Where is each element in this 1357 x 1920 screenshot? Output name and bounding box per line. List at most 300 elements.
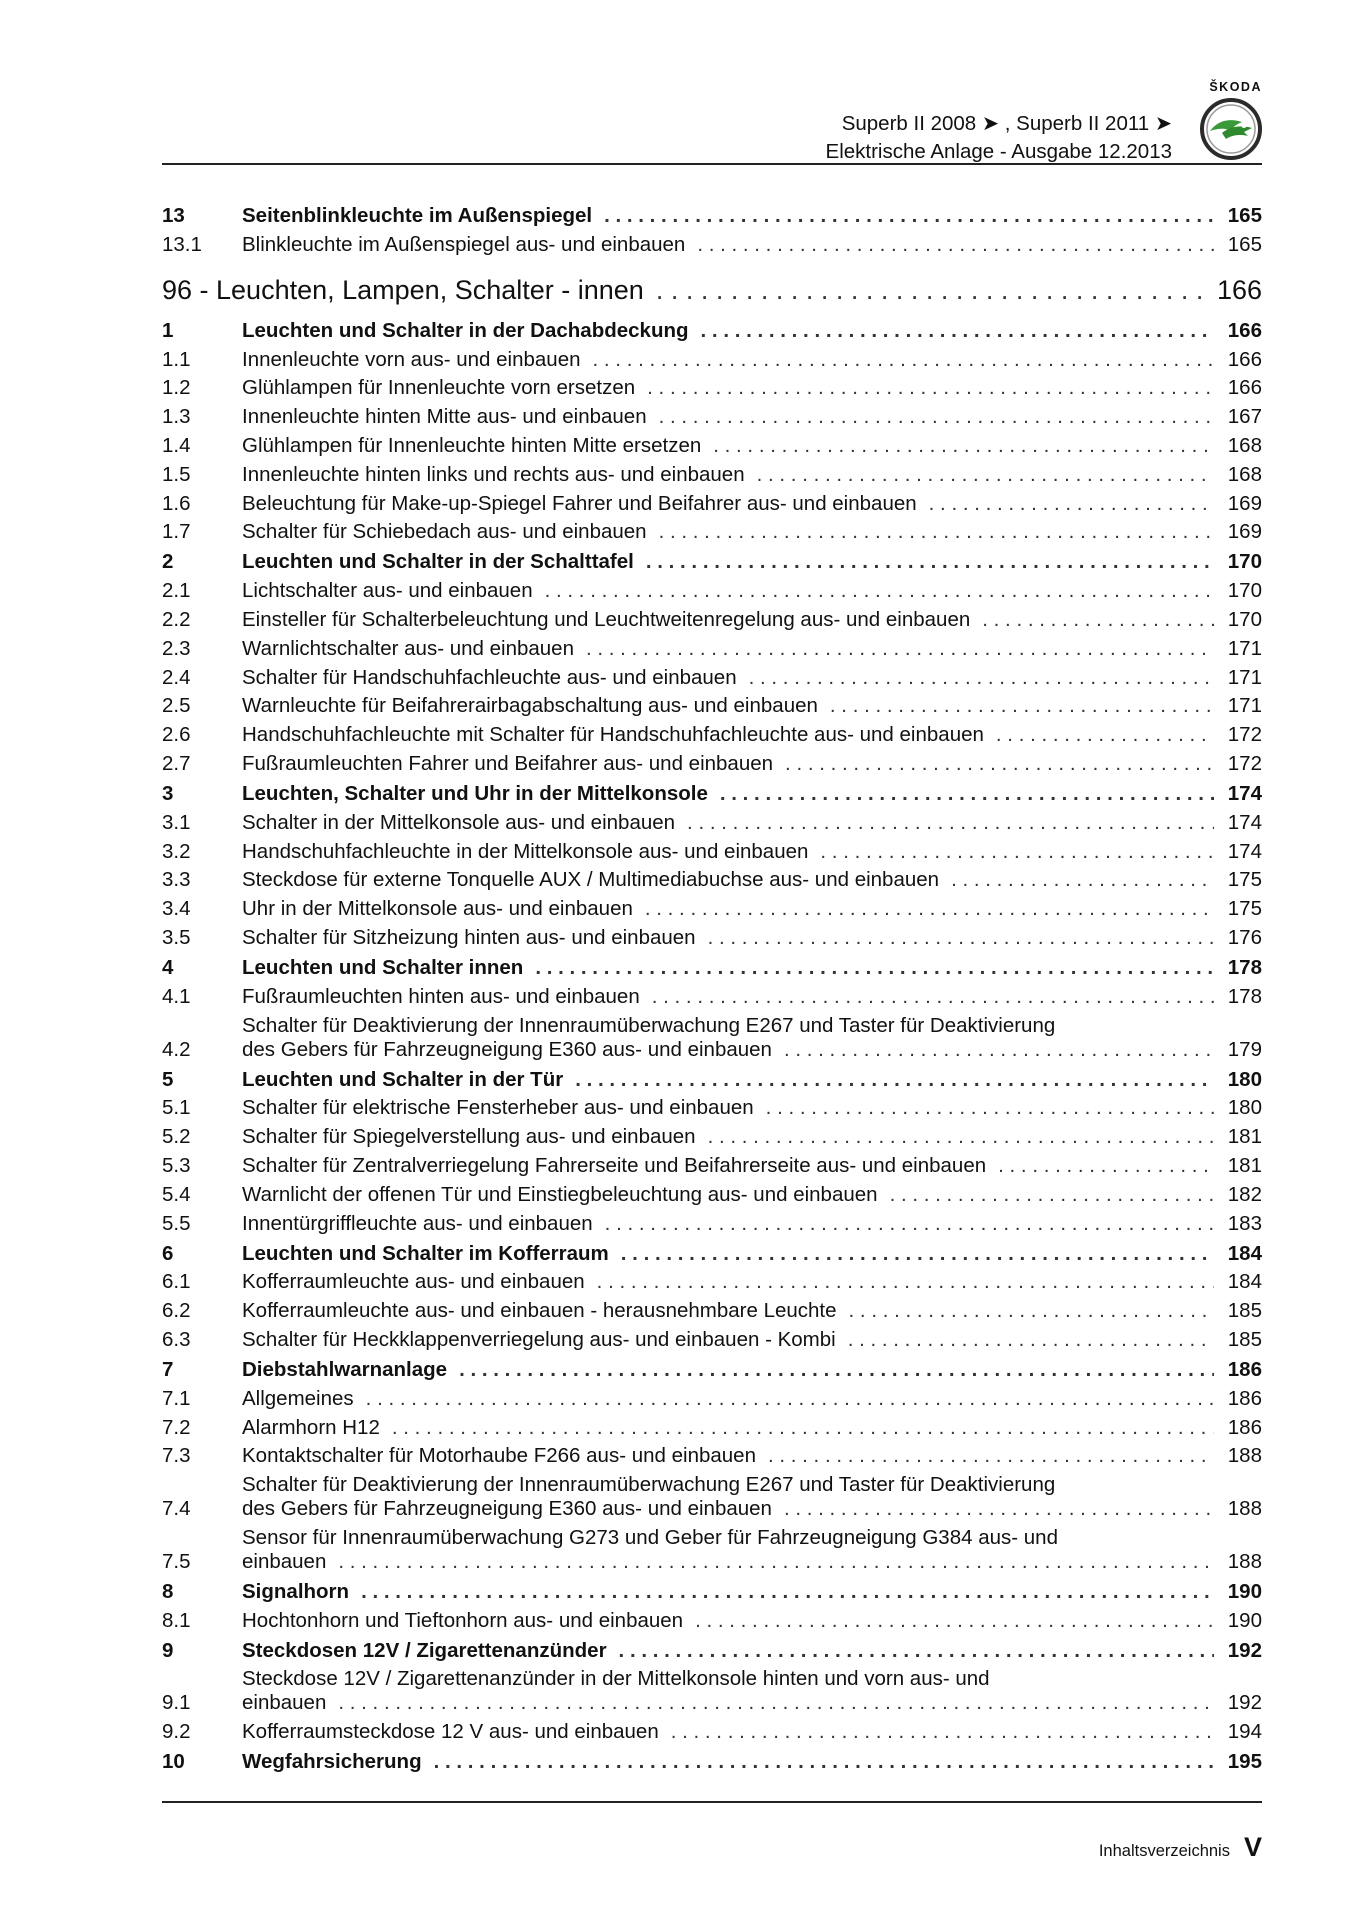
toc-subsection-entry[interactable] bbox=[162, 1473, 1262, 1521]
toc-section-entry[interactable] bbox=[162, 1750, 1262, 1774]
toc-page-number: 174 bbox=[1227, 810, 1262, 834]
toc-subsection-entry[interactable] bbox=[162, 608, 1262, 632]
toc-entry-text bbox=[242, 1270, 1224, 1294]
toc-entry-number: 4 bbox=[162, 955, 174, 979]
toc-page-number: 188 bbox=[1227, 1444, 1262, 1468]
toc-section-entry[interactable] bbox=[162, 1580, 1262, 1604]
toc-section-entry[interactable] bbox=[162, 782, 1262, 806]
toc-entry-title: Warnlichtschalter aus- und einbauen bbox=[242, 636, 574, 660]
toc-page-number: 169 bbox=[1227, 520, 1262, 544]
dot-leader bbox=[768, 1444, 1214, 1468]
toc-entry-title: Innenleuchte hinten Mitte aus- und einbauen bbox=[242, 405, 647, 429]
toc-page-number: 184 bbox=[1227, 1241, 1262, 1265]
toc-entry-text bbox=[242, 608, 1224, 632]
toc-page-number: 170 bbox=[1227, 607, 1262, 631]
dot-leader bbox=[646, 550, 1214, 574]
toc-page-number: 192 bbox=[1227, 1638, 1262, 1662]
toc-page-number: 194 bbox=[1227, 1720, 1262, 1744]
toc-entry-text bbox=[242, 492, 1224, 516]
toc-subsection-entry[interactable] bbox=[162, 868, 1262, 892]
toc-page-number: 181 bbox=[1227, 1153, 1262, 1177]
dot-leader bbox=[366, 1387, 1214, 1411]
toc-page-number: 178 bbox=[1227, 984, 1262, 1008]
dot-leader bbox=[597, 1270, 1214, 1294]
toc-entry-number: 9.1 bbox=[162, 1691, 191, 1715]
toc-page-number: 172 bbox=[1227, 751, 1262, 775]
toc-entry-number: 5.3 bbox=[162, 1153, 191, 1177]
toc-entry-number: 1.6 bbox=[162, 491, 191, 515]
toc-entry-number: 3.3 bbox=[162, 868, 191, 892]
dot-leader bbox=[695, 1609, 1214, 1633]
toc-entry-text bbox=[242, 1473, 1224, 1521]
toc-entry-title: Wegfahrsicherung bbox=[242, 1750, 422, 1774]
toc-entry-text bbox=[242, 666, 1224, 690]
toc-subsection-entry[interactable] bbox=[162, 1183, 1262, 1207]
dot-leader bbox=[545, 579, 1214, 603]
toc-entry-text bbox=[242, 811, 1224, 835]
toc-subsection-entry[interactable] bbox=[162, 463, 1262, 487]
toc-entry-number: 7.3 bbox=[162, 1444, 191, 1468]
toc-page-number: 175 bbox=[1227, 897, 1262, 921]
toc-entry-text bbox=[242, 319, 1224, 343]
toc-entry-number: 3.4 bbox=[162, 897, 191, 921]
toc-entry-text bbox=[242, 550, 1224, 574]
toc-subsection-entry[interactable] bbox=[162, 637, 1262, 661]
toc-subsection-entry[interactable] bbox=[162, 1416, 1262, 1440]
toc-entry-title: Schalter in der Mittelkonsole aus- und einbauen bbox=[242, 810, 676, 834]
toc-entry-title-continued: des Gebers für Fahrzeugneigung E360 aus- und einbauen bbox=[242, 1497, 772, 1521]
toc-entry-number: 5.4 bbox=[162, 1182, 191, 1206]
toc-page-number: 170 bbox=[1227, 579, 1262, 603]
header-edition: Elektrische Anlage - Ausgabe 12.2013 bbox=[825, 140, 1172, 163]
toc-entry-number: 6.2 bbox=[162, 1299, 191, 1323]
toc-entry-number: 7.4 bbox=[162, 1497, 191, 1521]
footer-page-number: V bbox=[1243, 1832, 1262, 1862]
dot-leader bbox=[659, 520, 1214, 544]
toc-subsection-entry[interactable] bbox=[162, 579, 1262, 603]
toc-page-number: 165 bbox=[1227, 232, 1262, 256]
dot-leader bbox=[605, 1212, 1214, 1236]
dot-leader bbox=[820, 840, 1214, 864]
toc-entry-number: 7.2 bbox=[162, 1415, 191, 1439]
toc-entry-number: 9 bbox=[162, 1638, 174, 1662]
toc-subsection-entry[interactable] bbox=[162, 1387, 1262, 1411]
toc-page-number: 166 bbox=[1227, 376, 1262, 400]
dot-leader bbox=[785, 752, 1214, 776]
toc-page-number: 190 bbox=[1227, 1608, 1262, 1632]
dot-leader bbox=[951, 868, 1214, 892]
toc-subsection-entry[interactable] bbox=[162, 926, 1262, 950]
dot-leader bbox=[459, 1358, 1214, 1382]
toc-page-number: 166 bbox=[1227, 347, 1262, 371]
toc-entry-text bbox=[242, 1014, 1224, 1062]
toc-section-entry[interactable] bbox=[162, 1242, 1262, 1266]
toc-entry-text bbox=[242, 1183, 1224, 1207]
toc-subsection-entry[interactable] bbox=[162, 811, 1262, 835]
toc-entry-text bbox=[242, 1068, 1224, 1092]
toc-page-number: 186 bbox=[1227, 1386, 1262, 1410]
toc-entry-number: 2.6 bbox=[162, 723, 191, 747]
toc-page-number: 166 bbox=[1216, 274, 1262, 305]
toc-entry-number: 5 bbox=[162, 1067, 174, 1091]
toc-subsection-entry[interactable] bbox=[162, 1212, 1262, 1236]
toc-page-number: 188 bbox=[1227, 1549, 1262, 1573]
dot-leader bbox=[645, 897, 1214, 921]
dot-leader bbox=[766, 1096, 1214, 1120]
toc-entry-text bbox=[242, 1358, 1224, 1382]
toc-subsection-entry[interactable] bbox=[162, 666, 1262, 690]
dot-leader bbox=[996, 723, 1214, 747]
dot-leader bbox=[575, 1068, 1214, 1092]
toc-entry-number: 6.1 bbox=[162, 1270, 191, 1294]
dot-leader bbox=[708, 1125, 1214, 1149]
toc-page-number: 169 bbox=[1227, 491, 1262, 515]
toc-entry-title: Glühlampen für Innenleuchte vorn ersetzen bbox=[242, 376, 636, 400]
toc-entry-text bbox=[242, 723, 1224, 747]
toc-entry-title: Innenleuchte vorn aus- und einbauen bbox=[242, 347, 581, 371]
toc-page-number: 174 bbox=[1227, 781, 1262, 805]
dot-leader bbox=[586, 637, 1214, 661]
toc-entry-title: Kontaktschalter für Motorhaube F266 aus- und einbauen bbox=[242, 1444, 756, 1468]
toc-page-number: 190 bbox=[1227, 1579, 1262, 1603]
toc-page-number: 181 bbox=[1227, 1125, 1262, 1149]
toc-entry-title: Schalter für Spiegelverstellung aus- und einbauen bbox=[242, 1125, 696, 1149]
toc-entry-text bbox=[242, 579, 1224, 603]
header-divider bbox=[162, 163, 1262, 165]
toc-entry-text bbox=[242, 1526, 1224, 1574]
toc-entry-title: Blinkleuchte im Außenspiegel aus- und einbauen bbox=[242, 232, 686, 256]
footer-section-label: Inhaltsverzeichnis bbox=[1098, 1842, 1230, 1860]
toc-entry-number: 2.3 bbox=[162, 636, 191, 660]
toc-entry-number: 2 bbox=[162, 550, 174, 574]
toc-entry-number: 3 bbox=[162, 781, 174, 805]
toc-subsection-entry[interactable] bbox=[162, 1720, 1262, 1744]
toc-entry-title: Steckdosen 12V / Zigarettenanzünder bbox=[242, 1638, 607, 1662]
toc-page-number: 188 bbox=[1227, 1497, 1262, 1521]
toc-entry-title: Leuchten und Schalter in der Tür bbox=[242, 1067, 564, 1091]
toc-entry-text bbox=[242, 1328, 1224, 1352]
dot-leader bbox=[784, 1038, 1214, 1062]
toc-subsection-entry[interactable] bbox=[162, 1299, 1262, 1323]
toc-entry-text bbox=[242, 1299, 1224, 1323]
toc-subsection-entry[interactable] bbox=[162, 1444, 1262, 1468]
toc-entry-title: Alarmhorn H12 bbox=[242, 1415, 380, 1439]
toc-entry-title: Leuchten und Schalter im Kofferraum bbox=[242, 1241, 609, 1265]
toc-entry-title-continued: einbauen bbox=[242, 1691, 327, 1715]
toc-subsection-entry[interactable] bbox=[162, 520, 1262, 544]
toc-entry-title-continued: einbauen bbox=[242, 1549, 327, 1573]
toc-entry-number: 3.5 bbox=[162, 925, 191, 949]
toc-subsection-entry[interactable] bbox=[162, 1328, 1262, 1352]
toc-entry-number: 4.2 bbox=[162, 1037, 191, 1061]
toc-section-entry[interactable] bbox=[162, 319, 1262, 343]
toc-entry-number: 1.3 bbox=[162, 405, 191, 429]
dot-leader bbox=[708, 926, 1214, 950]
toc-page-number: 172 bbox=[1227, 723, 1262, 747]
toc-entry-text bbox=[242, 1639, 1224, 1663]
toc-entry-number: 2.5 bbox=[162, 694, 191, 718]
toc-entry-number: 2.2 bbox=[162, 607, 191, 631]
dot-leader bbox=[687, 811, 1214, 835]
toc-entry-title-continued: des Gebers für Fahrzeugneigung E360 aus- und einbauen bbox=[242, 1037, 772, 1061]
toc-page-number: 171 bbox=[1227, 694, 1262, 718]
toc-subsection-entry[interactable] bbox=[162, 376, 1262, 400]
dot-leader bbox=[830, 694, 1214, 718]
toc-entry-text bbox=[242, 204, 1224, 228]
toc-page-number: 174 bbox=[1227, 839, 1262, 863]
toc-entry-title: Seitenblinkleuchte im Außenspiegel bbox=[242, 204, 593, 227]
toc-entry-text bbox=[242, 1154, 1224, 1178]
toc-entry-number: 13 bbox=[162, 204, 185, 227]
toc-entry-title: Schalter für Handschuhfachleuchte aus- und einbauen bbox=[242, 665, 737, 689]
toc-entry-number: 8 bbox=[162, 1579, 174, 1603]
dot-leader bbox=[604, 204, 1214, 228]
dot-leader bbox=[998, 1154, 1214, 1178]
toc-entry-number: 8.1 bbox=[162, 1608, 191, 1632]
toc-entry-text bbox=[242, 1609, 1224, 1633]
toc-page-number: 185 bbox=[1227, 1327, 1262, 1351]
toc-subsection-entry[interactable] bbox=[162, 348, 1262, 372]
toc-entry-number: 5.2 bbox=[162, 1125, 191, 1149]
toc-section-entry[interactable] bbox=[162, 204, 1262, 228]
toc-entry-title: Kofferraumsteckdose 12 V aus- und einbauen bbox=[242, 1720, 659, 1744]
toc-entry-text bbox=[242, 897, 1224, 921]
toc-entry-text bbox=[162, 273, 1214, 307]
dot-leader bbox=[713, 434, 1214, 458]
toc-entry-title: Schalter für Schiebedach aus- und einbauen bbox=[242, 520, 647, 544]
page-header bbox=[162, 70, 1272, 165]
toc-entry-title: Kofferraumleuchte aus- und einbauen bbox=[242, 1270, 585, 1294]
dot-leader bbox=[982, 608, 1214, 632]
dot-leader bbox=[434, 1750, 1214, 1774]
dot-leader bbox=[361, 1580, 1214, 1604]
toc-entry-title: Leuchten und Schalter in der Dachabdeckung bbox=[242, 318, 689, 342]
dot-leader bbox=[720, 782, 1214, 806]
dot-leader bbox=[535, 956, 1214, 980]
toc-entry-number: 7 bbox=[162, 1357, 174, 1381]
toc-subsection-entry[interactable] bbox=[162, 897, 1262, 921]
toc-entry-title: Handschuhfachleuchte mit Schalter für Handschuhfachleuchte aus- und einbauen bbox=[242, 723, 984, 747]
toc-entry-title: 96 - Leuchten, Lampen, Schalter - innen bbox=[162, 274, 644, 305]
toc-section-entry[interactable] bbox=[162, 956, 1262, 980]
toc-entry-title: Schalter für Heckklappenverriegelung aus- und einbauen - Kombi bbox=[242, 1327, 836, 1351]
toc-page-number: 183 bbox=[1227, 1211, 1262, 1235]
toc-page-number: 165 bbox=[1227, 204, 1262, 227]
toc-subsection-entry[interactable] bbox=[162, 1609, 1262, 1633]
toc-subsection-entry[interactable] bbox=[162, 405, 1262, 429]
toc-entry-title: Glühlampen für Innenleuchte hinten Mitte ersetzen bbox=[242, 433, 702, 457]
toc-entry-number: 10 bbox=[162, 1750, 185, 1774]
toc-entry-title: Hochtonhorn und Tieftonhorn aus- und einbauen bbox=[242, 1608, 684, 1632]
toc-subsection-entry[interactable] bbox=[162, 434, 1262, 458]
toc-entry-text bbox=[242, 1720, 1224, 1744]
toc-entry-title: Steckdose 12V / Zigarettenanzünder in der Mittelkonsole hinten und vorn aus- und bbox=[242, 1667, 990, 1691]
toc-section-entry[interactable] bbox=[162, 550, 1262, 574]
toc-entry-number: 1.4 bbox=[162, 433, 191, 457]
toc-page-number: 192 bbox=[1227, 1691, 1262, 1715]
dot-leader bbox=[656, 273, 1204, 307]
toc-entry-text bbox=[242, 520, 1224, 544]
brand-name: ŠKODA bbox=[1209, 80, 1262, 94]
toc-entry-text bbox=[242, 1387, 1224, 1411]
dot-leader bbox=[338, 1691, 1214, 1715]
toc-entry-text bbox=[242, 985, 1224, 1009]
toc-page-number: 166 bbox=[1227, 318, 1262, 342]
toc-entry-text bbox=[242, 1125, 1224, 1149]
toc-page-number: 171 bbox=[1227, 665, 1262, 689]
toc-page-number: 168 bbox=[1227, 433, 1262, 457]
toc-entry-text bbox=[242, 376, 1224, 400]
dot-leader bbox=[701, 319, 1214, 343]
toc-subsection-entry[interactable] bbox=[162, 840, 1262, 864]
toc-entry-title: Fußraumleuchten Fahrer und Beifahrer aus- und einbauen bbox=[242, 751, 774, 775]
toc-entry-title: Allgemeines bbox=[242, 1386, 354, 1410]
toc-entry-title: Diebstahlwarnanlage bbox=[242, 1357, 448, 1381]
toc-entry-number: 6.3 bbox=[162, 1327, 191, 1351]
toc-entry-text bbox=[242, 434, 1224, 458]
toc-entry-title: Innenleuchte hinten links und rechts aus- und einbauen bbox=[242, 462, 745, 486]
header-title-block bbox=[826, 110, 1172, 166]
toc-entry-number: 7.5 bbox=[162, 1549, 191, 1573]
dot-leader bbox=[652, 985, 1214, 1009]
toc-section-entry[interactable] bbox=[162, 1068, 1262, 1092]
toc-entry-text bbox=[242, 233, 1224, 257]
toc-subsection-entry[interactable] bbox=[162, 723, 1262, 747]
toc-subsection-entry[interactable] bbox=[162, 1096, 1262, 1120]
toc-entry-text bbox=[242, 782, 1224, 806]
toc-entry-title: Signalhorn bbox=[242, 1579, 350, 1603]
toc-entry-title: Steckdose für externe Tonquelle AUX / Multimediabuchse aus- und einbauen bbox=[242, 868, 940, 892]
toc-entry-title: Handschuhfachleuchte in der Mittelkonsole aus- und einbauen bbox=[242, 839, 809, 863]
toc-entry-text bbox=[242, 405, 1224, 429]
toc-entry-number: 1.7 bbox=[162, 520, 191, 544]
toc-entry-number: 7.1 bbox=[162, 1386, 191, 1410]
toc-section-entry[interactable] bbox=[162, 1639, 1262, 1663]
toc-entry-number: 1.1 bbox=[162, 347, 191, 371]
toc-entry-title: Warnlicht der offenen Tür und Einstiegbeleuchtung aus- und einbauen bbox=[242, 1182, 878, 1206]
dot-leader bbox=[659, 405, 1214, 429]
toc-page-number: 176 bbox=[1227, 925, 1262, 949]
toc-entry-title: Schalter für elektrische Fensterheber aus- und einbauen bbox=[242, 1096, 754, 1120]
toc-entry-title: Innentürgriffleuchte aus- und einbauen bbox=[242, 1211, 593, 1235]
toc-entry-number: 13.1 bbox=[162, 232, 202, 256]
toc-entry-number: 2.7 bbox=[162, 751, 191, 775]
toc-entry-number: 1.2 bbox=[162, 376, 191, 400]
toc-page-number: 184 bbox=[1227, 1270, 1262, 1294]
toc-entry-text bbox=[242, 1580, 1224, 1604]
toc-entry-number: 4.1 bbox=[162, 984, 191, 1008]
toc-entry-number: 1 bbox=[162, 318, 174, 342]
header-models: Superb II 2008 ➤ , Superb II 2011 ➤ bbox=[841, 112, 1172, 135]
toc-page-number: 168 bbox=[1227, 462, 1262, 486]
toc-subsection-entry[interactable] bbox=[162, 1154, 1262, 1178]
toc-entry-title: Beleuchtung für Make-up-Spiegel Fahrer und Beifahrer aus- und einbauen bbox=[242, 491, 917, 515]
toc-subsection-entry[interactable] bbox=[162, 985, 1262, 1009]
toc-page-number: 195 bbox=[1227, 1750, 1262, 1774]
toc-entry-text bbox=[242, 1667, 1224, 1715]
toc-entry-text bbox=[242, 1750, 1224, 1774]
toc-subsection-entry[interactable] bbox=[162, 1667, 1262, 1715]
toc-entry-title: Schalter für Sitzheizung hinten aus- und einbauen bbox=[242, 925, 696, 949]
toc-entry-title: Warnleuchte für Beifahrerairbagabschaltung aus- und einbauen bbox=[242, 694, 818, 718]
dot-leader bbox=[647, 376, 1214, 400]
toc-entry-title: Leuchten, Schalter und Uhr in der Mittelkonsole bbox=[242, 781, 708, 805]
toc-entry-text bbox=[242, 1096, 1224, 1120]
toc-page-number: 170 bbox=[1227, 550, 1262, 574]
dot-leader bbox=[929, 492, 1214, 516]
toc-entry-title: Uhr in der Mittelkonsole aus- und einbauen bbox=[242, 897, 633, 921]
toc-page-number: 175 bbox=[1227, 868, 1262, 892]
toc-page-number: 179 bbox=[1227, 1037, 1262, 1061]
toc-page-number: 171 bbox=[1227, 636, 1262, 660]
page-footer bbox=[1099, 1832, 1262, 1863]
toc-entry-text bbox=[242, 348, 1224, 372]
toc-entry-text bbox=[242, 752, 1224, 776]
toc-section-entry[interactable] bbox=[162, 1358, 1262, 1382]
toc-subsection-entry[interactable] bbox=[162, 233, 1262, 257]
toc-subsection-entry[interactable] bbox=[162, 1014, 1262, 1062]
toc-entry-number: 9.2 bbox=[162, 1720, 191, 1744]
toc-entry-text bbox=[242, 694, 1224, 718]
toc-subsection-entry[interactable] bbox=[162, 694, 1262, 718]
dot-leader bbox=[619, 1639, 1214, 1663]
dot-leader bbox=[890, 1183, 1214, 1207]
toc-entry-text bbox=[242, 1444, 1224, 1468]
toc-entry-text bbox=[242, 1242, 1224, 1266]
toc-entry-title: Schalter für Zentralverriegelung Fahrerseite und Beifahrerseite aus- und einbauen bbox=[242, 1153, 987, 1177]
toc-subsection-entry[interactable] bbox=[162, 1270, 1262, 1294]
toc-entry-number: 6 bbox=[162, 1241, 174, 1265]
toc-page-number: 178 bbox=[1227, 955, 1262, 979]
dot-leader bbox=[621, 1242, 1214, 1266]
dot-leader bbox=[784, 1497, 1214, 1521]
skoda-logo-icon bbox=[1200, 98, 1262, 160]
toc-entry-title: Leuchten und Schalter innen bbox=[242, 955, 524, 979]
toc-subsection-entry[interactable] bbox=[162, 752, 1262, 776]
toc-page-number: 180 bbox=[1227, 1067, 1262, 1091]
toc-page-number: 186 bbox=[1227, 1357, 1262, 1381]
toc-entry-number: 2.1 bbox=[162, 579, 191, 603]
toc-entry-text bbox=[242, 926, 1224, 950]
dot-leader bbox=[338, 1550, 1214, 1574]
dot-leader bbox=[671, 1720, 1214, 1744]
toc-subsection-entry[interactable] bbox=[162, 1526, 1262, 1574]
footer-divider bbox=[162, 1801, 1262, 1803]
toc-entry-text bbox=[242, 868, 1224, 892]
toc-subsection-entry[interactable] bbox=[162, 1125, 1262, 1149]
toc-entry-number: 2.4 bbox=[162, 665, 191, 689]
toc-entry-text bbox=[242, 1416, 1224, 1440]
dot-leader bbox=[849, 1299, 1214, 1323]
toc-entry-title: Sensor für Innenraumüberwachung G273 und Geber für Fahrzeugneigung G384 aus- und bbox=[242, 1525, 1058, 1549]
table-of-contents bbox=[162, 198, 1262, 1779]
toc-entry-title: Lichtschalter aus- und einbauen bbox=[242, 579, 533, 603]
toc-entry-number: 3.1 bbox=[162, 810, 191, 834]
toc-entry-title: Fußraumleuchten hinten aus- und einbauen bbox=[242, 984, 640, 1008]
toc-entry-text bbox=[242, 1212, 1224, 1236]
dot-leader bbox=[392, 1416, 1214, 1440]
toc-entry-text bbox=[242, 463, 1224, 487]
toc-entry-title: Schalter für Deaktivierung der Innenraumüberwachung E267 und Taster für Deaktivierung bbox=[242, 1473, 1056, 1497]
toc-subsection-entry[interactable] bbox=[162, 492, 1262, 516]
dot-leader bbox=[749, 666, 1214, 690]
toc-entry-number: 5.5 bbox=[162, 1211, 191, 1235]
toc-chapter-heading[interactable] bbox=[162, 273, 1262, 307]
dot-leader bbox=[848, 1328, 1214, 1352]
dot-leader bbox=[697, 233, 1214, 257]
toc-page-number: 180 bbox=[1227, 1096, 1262, 1120]
toc-page-number: 186 bbox=[1227, 1415, 1262, 1439]
